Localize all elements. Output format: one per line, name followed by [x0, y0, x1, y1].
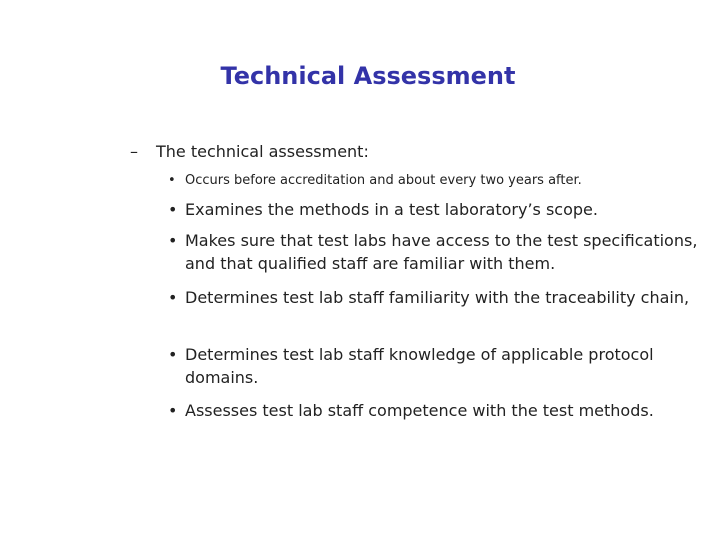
bullet-item: [168, 172, 708, 190]
intro-text: The technical assessment:: [156, 142, 369, 161]
bullet-marker: •: [168, 200, 178, 219]
intro-line: [130, 142, 369, 162]
bullet-text: Assesses test lab staff competence with the test methods.: [185, 401, 654, 420]
bullet-marker: •: [168, 401, 178, 420]
dash-marker: –: [130, 142, 138, 161]
bullet-item: [168, 198, 708, 221]
bullet-marker: •: [168, 173, 176, 188]
bullet-item: [168, 286, 708, 309]
bullet-text: Makes sure that test labs have access to the test specifications, and that qualified staff are familiar with them.: [185, 231, 698, 273]
slide-title: Technical Assessment: [220, 62, 516, 90]
bullet-marker: •: [168, 288, 178, 307]
bullet-text: Determines test lab staff knowledge of applicable protocol domains.: [185, 345, 654, 387]
bullet-text: Examines the methods in a test laboratory’s scope.: [185, 200, 598, 219]
bullet-item: [168, 399, 708, 422]
bullet-text: Occurs before accreditation and about every two years after.: [185, 173, 582, 188]
bullet-text: Determines test lab staff familiarity with the traceability chain,: [185, 288, 690, 307]
bullet-marker: •: [168, 231, 178, 250]
bullet-item: [168, 229, 708, 275]
bullet-item: [168, 343, 708, 389]
bullet-marker: •: [168, 345, 178, 364]
